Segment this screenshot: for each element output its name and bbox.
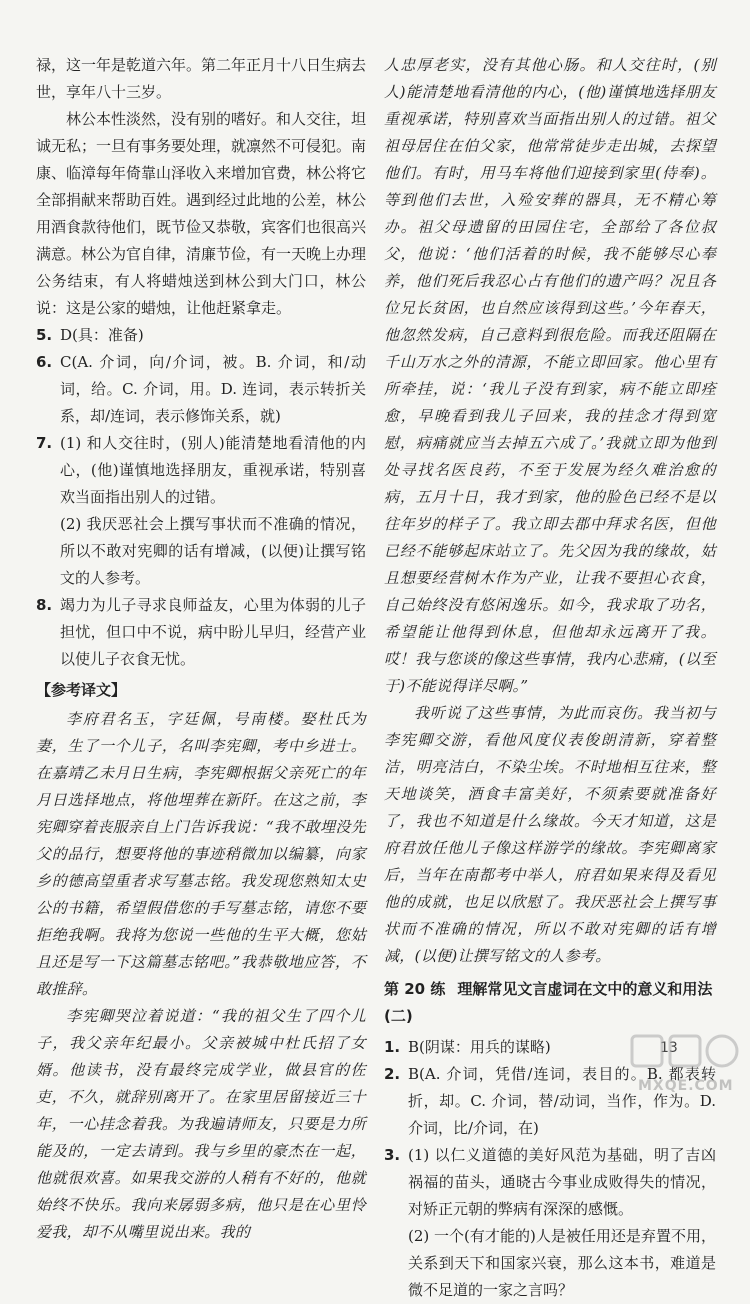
answer-number: 2. xyxy=(384,1065,401,1083)
right-column xyxy=(384,52,716,1304)
answer-text: (1) 和人交往时，(别人)能清楚地看清他的内心，(他)谨慎地选择朋友，重视承诺，特别喜欢当面指出别人的过错。 xyxy=(60,434,366,506)
answer-item xyxy=(36,349,366,430)
summary-paragraph: 林公本性淡然，没有别的嗜好。和人交往，坦诚无私；一旦有事务要处理，就凛然不可侵犯。南康、临漳每年倚靠山泽收入来增加官费，林公将它全部捐献来帮助百姓。遇到经过此地的公差，林公用酒食款待他们，既节俭又恭敬，宾客们也很高兴满意。林公为官自律，清廉节俭，有一天晚上办理公务结束，有人将蜡烛送到林公到大门口，林公说：这是公家的蜡烛，让他赶紧拿走。 xyxy=(36,110,367,317)
answer-text: C(A. 介词，向/介词，被。B. 介词，和/动词，给。C. 介词，用。D. 连词，表示转折关系，却/连词，表示修饰关系，就) xyxy=(60,353,366,425)
answer-number: 7. xyxy=(36,434,53,452)
lesson-title: 理解常见文言虚词在文中的意义和用法(二) xyxy=(384,980,713,1025)
lesson-heading xyxy=(384,976,716,1030)
answer-number xyxy=(384,1223,408,1304)
translation-paragraph: 李府君名玉，字廷佩，号南楼。娶杜氏为妻，生了一个儿子，名叫李宪卿，考中乡进士。在嘉靖乙未月日生病，李宪卿根据父亲死亡的年月日选择地点，将他埋葬在新阡。在这之前，李宪卿穿着丧服亲自上门告诉我说：“我不敢埋没先父的品行，想要将他的事迹稍微加以编纂，向家乡的德高望重者求写墓志铭。我发现您熟知太史公的书籍，希望假借您的手写墓志铭，请您不要拒绝我啊。我将为您说一些他的生平大概，您姑且还是写一下这篇墓志铭吧。”我恭敬地应答，不敢推辞。 xyxy=(36,710,366,998)
lesson-number: 第 20 练 xyxy=(384,980,446,998)
watermark-logo xyxy=(628,1030,744,1100)
answer-item xyxy=(36,592,366,673)
answer-number: 1. xyxy=(384,1038,401,1056)
answer-item xyxy=(384,1142,716,1223)
answer-text: B(阴谋：用兵的谋略) xyxy=(408,1038,551,1056)
translation-paragraph: 人忠厚老实，没有其他心肠。和人交往时，(别人)能清楚地看清他的内心，(他)谨慎地选择朋友重视承诺，特别喜欢当面指出别人的过错。祖父祖母居住在伯父家，他常常徒步走出城，去探望他们。有时，用马车将他们迎接到家里(侍奉)。等到他们去世，入殓安葬的器具，无不精心筹办。祖父母遗留的田园住宅，全部给了各位叔父，他说：‘他们活着的时候，我不能够尽心奉养，他们死后我忍心占有他们的遗产吗？况且各位兄长贫困，也自然应该得到这些。’今年春天，他忽然发病，自己意料到很危险。而我还阻隔在千山万水之外的清源，不能立即回家。他心里有所牵挂，说：‘我儿子没有到家，病不能立即痊愈，早晚看到我儿子回来，我的挂念才得到宽慰，病痛就应当去掉五六成了。’我就立即为他到处寻找名医良药，不至于发展为经久难治愈的病，五月十日，我才到家，他的脸色已经不是以往年岁的样子了。我立即去郡中拜求名医，但他已经不能够起床站立了。先父因为我的缘故，姑且想要经营树木作为产业，让我不要担心衣食，自己始终没有悠闲逸乐。如今，我求取了功名，希望能让他得到休息，但他却永远离开了我。哎！我与您谈的像这些事情，我内心悲痛，(以至于)不能说得详尽啊。” xyxy=(384,56,716,695)
answer-item xyxy=(36,322,366,349)
answer-text: (1) 以仁义道德的美好风范为基础，明了吉凶祸福的苗头，通晓古今事业成败得失的情况，对矫正元朝的弊病有深深的感慨。 xyxy=(408,1146,716,1218)
watermark-icon xyxy=(628,1030,744,1078)
answer-number: 6. xyxy=(36,353,53,371)
watermark-text: MXQE.COM xyxy=(638,1078,734,1094)
reference-translation-heading: 【参考译文】 xyxy=(36,681,127,699)
answer-number xyxy=(36,511,60,592)
left-column xyxy=(36,52,366,1246)
answer-text: (2) 一个(有才能的)人是被任用还是弃置不用，关系到天下和国家兴衰，那么这本书，难道是微不足道的一家之言吗？ xyxy=(408,1227,716,1299)
answer-number: 5. xyxy=(36,326,53,344)
answer-number: 8. xyxy=(36,596,53,614)
answer-text: 竭力为儿子寻求良师益友，心里为体弱的儿子担忧，但口中不说，病中盼儿早归，经营产业以使儿子衣食无忧。 xyxy=(60,596,366,668)
answer-item xyxy=(36,430,366,511)
answer-item xyxy=(36,511,366,592)
page-number: 13 xyxy=(660,1040,678,1056)
answer-text: D(具：准备) xyxy=(60,326,144,344)
translation-paragraph: 李宪卿哭泣着说道：“我的祖父生了四个儿子，我父亲年纪最小。父亲被城中杜氏招了女婿。他读书，没有最终完成学业，做县官的佐吏，不久，就辞别离开了。在家里居留接近三十年，一心挂念着我。为我遍请师友，只要是力所能及的，一定去请到。我与乡里的豪杰在一起，他就很欢喜。如果我交游的人稍有不好的，他就始终不快乐。我向来孱弱多病，他只是在心里怜爱我，却不从嘴里说出来。我的 xyxy=(36,1007,366,1241)
answer-text: B(A. 介词，凭借/连词，表目的。B. 都表转折，却。C. 介词，替/动词，当作，作为。D. 介词，比/介词，在) xyxy=(408,1065,716,1137)
answer-number: 3. xyxy=(384,1146,401,1164)
answer-text: (2) 我厌恶社会上撰写事状而不准确的情况，所以不敢对宪卿的话有增减，(以便)让撰写铭文的人参考。 xyxy=(60,515,366,587)
answer-item xyxy=(384,1223,716,1304)
translation-paragraph: 我听说了这些事情，为此而哀伤。我当初与李宪卿交游，看他风度仪表俊朗清新，穿着整洁，明亮洁白，不染尘埃。不时地相互往来，整天地谈笑，酒食丰富美好，不须索要就准备好了，我也不知道是什么缘故。今天才知道，这是府君放任他儿子像这样游学的缘故。李宪卿离家后，当年在南都考中举人，府君如果来得及看见他的成就，也足以欣慰了。我厌恶社会上撰写事状而不准确的情况，所以不敢对宪卿的话有增减，(以便)让撰写铭文的人参考。 xyxy=(384,704,716,965)
intro-paragraph: 禄，这一年是乾道六年。第二年正月十八日生病去世，享年八十三岁。 xyxy=(36,56,367,101)
